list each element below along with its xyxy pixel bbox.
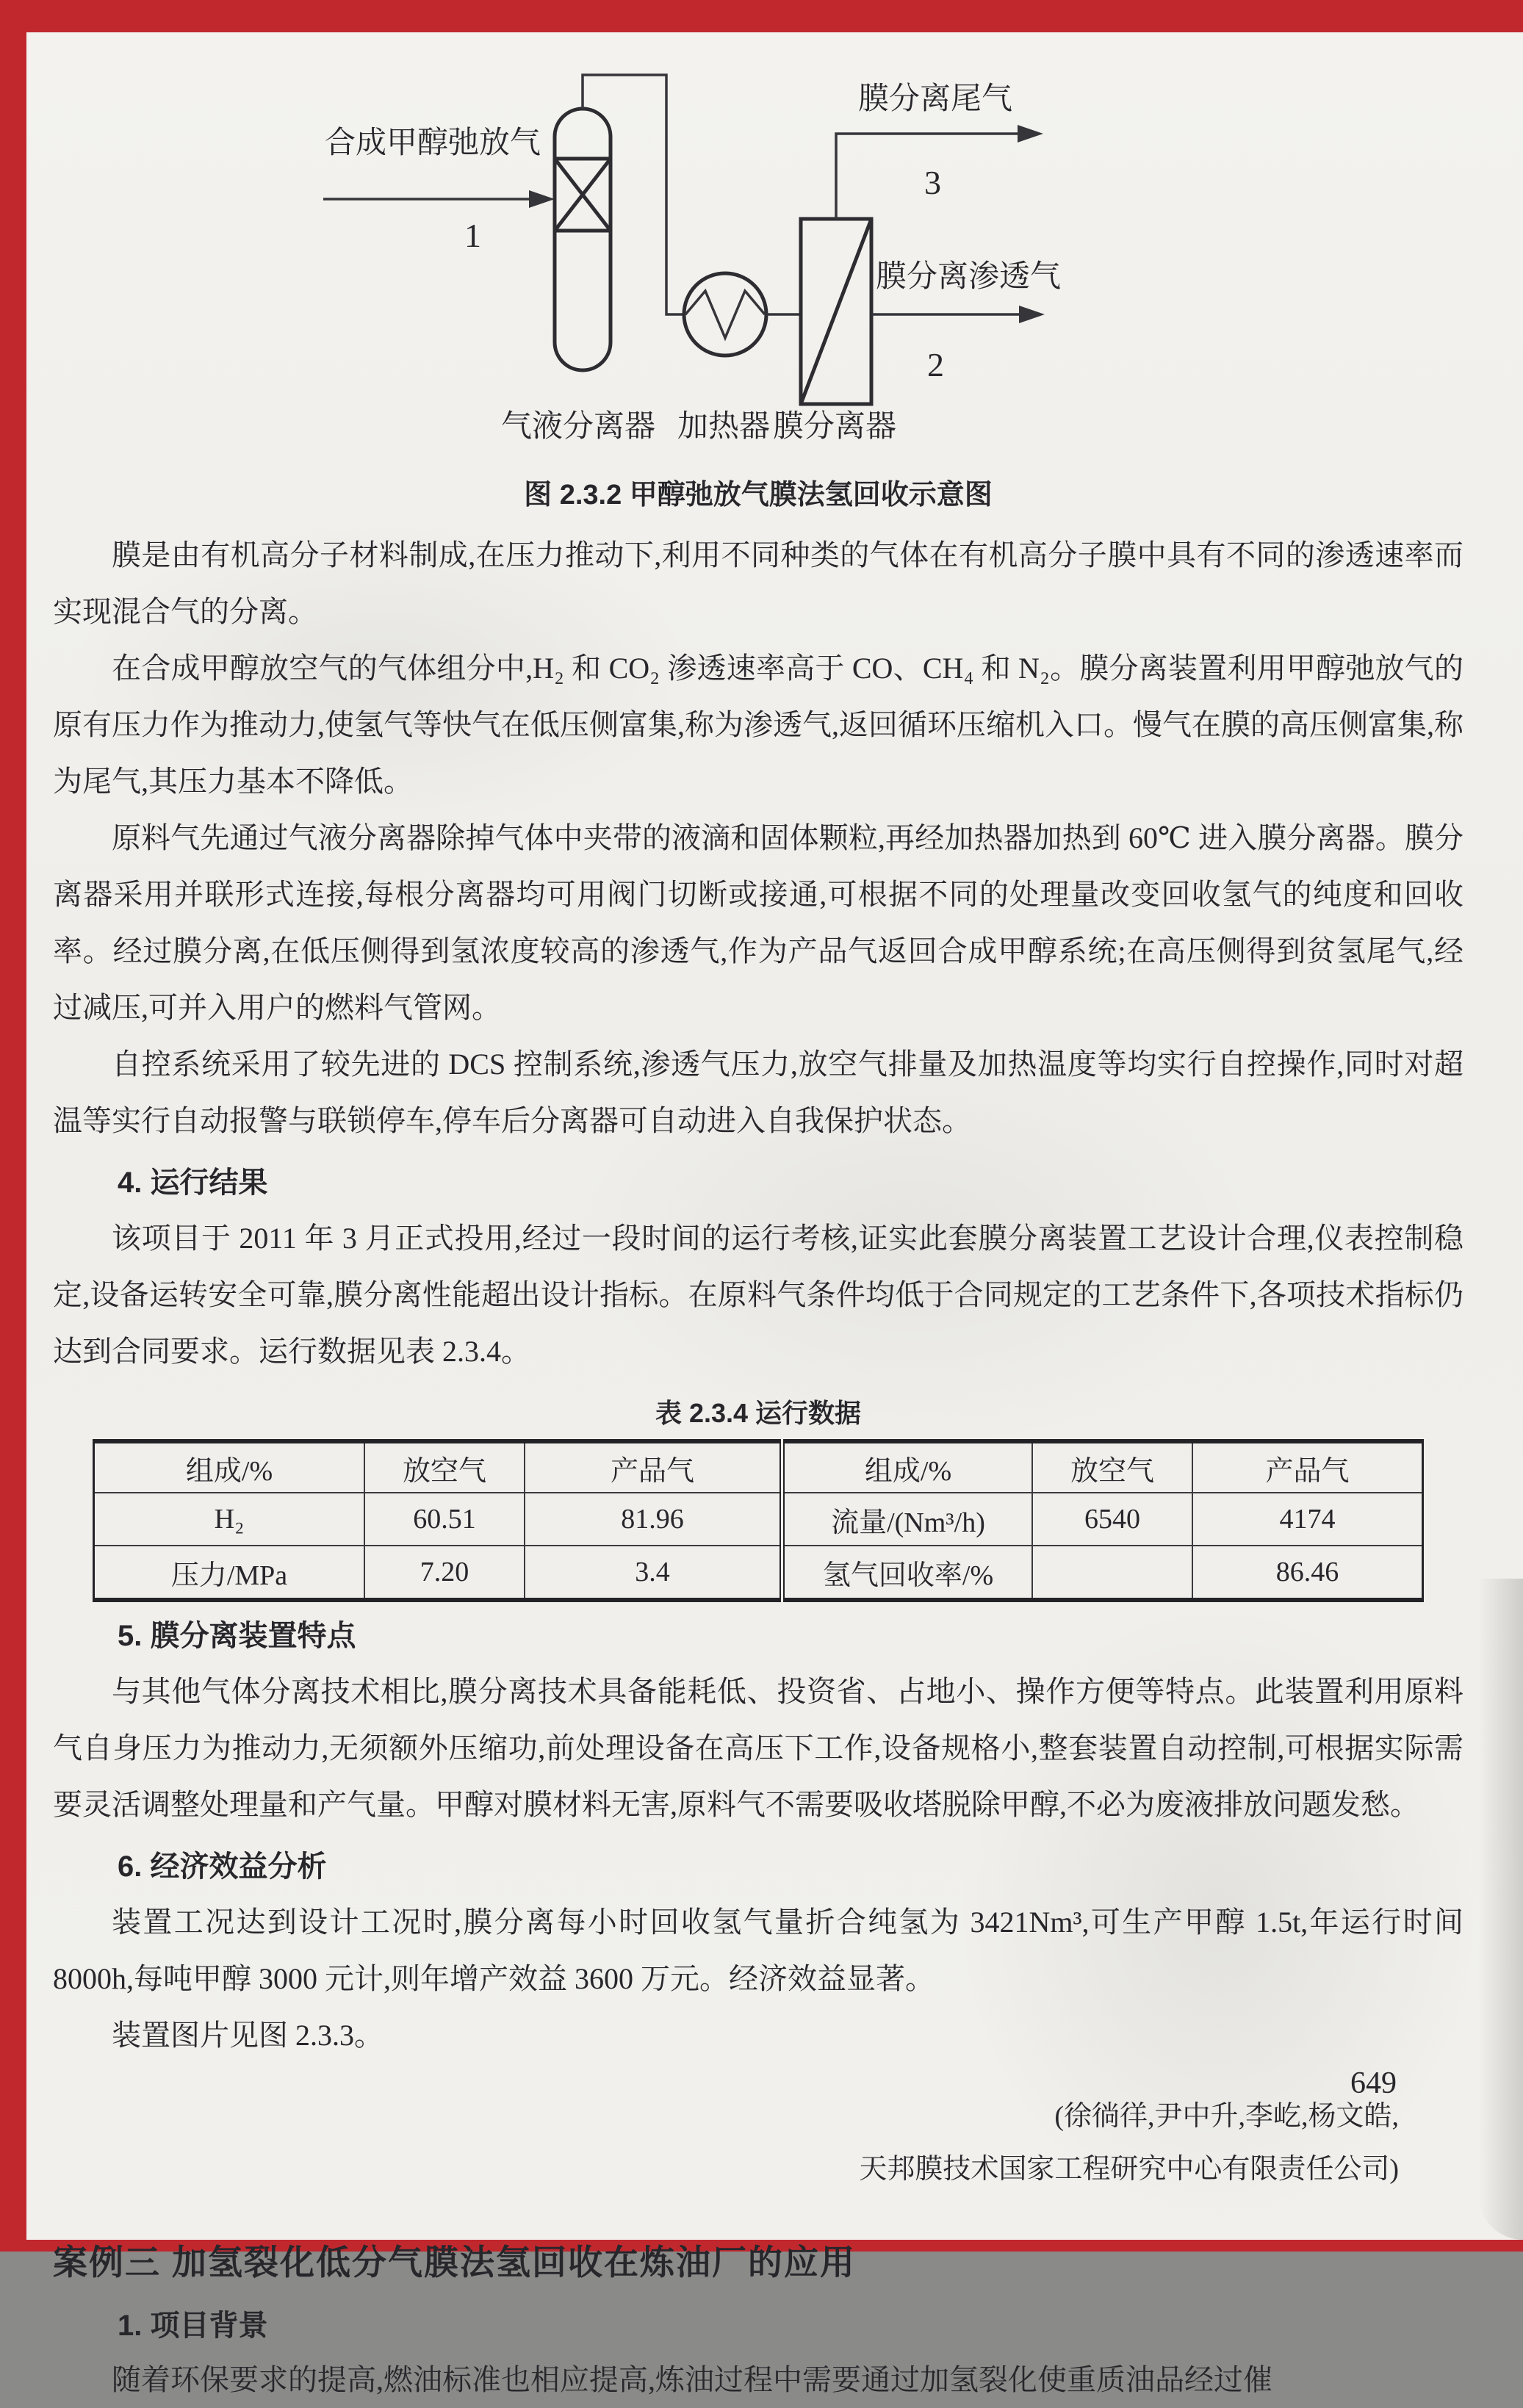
membrane-diagonal bbox=[801, 219, 871, 404]
process-flow-diagram bbox=[53, 63, 1463, 469]
stream-2-number: 2 bbox=[927, 346, 944, 383]
section-6-body: 装置工况达到设计工况时,膜分离每小时回收氢气量折合纯氢为 3421Nm³,可生产甲醇 1.5t,年运行时间 8000h,每吨甲醇 3000 元计,则年增产效益 3600 万元。经济效益显著。 bbox=[53, 1906, 1463, 1995]
membrane-label: 膜分离器 bbox=[773, 410, 897, 444]
table-cell: 81.96 bbox=[525, 1493, 782, 1546]
section-5-heading: 5. 膜分离装置特点 bbox=[118, 1620, 356, 1652]
feed-arrowhead-icon bbox=[529, 190, 555, 208]
table-cell: 3.4 bbox=[525, 1546, 782, 1600]
table-cell: 7.20 bbox=[364, 1546, 525, 1600]
table-cell: 氢气回收率/% bbox=[782, 1546, 1033, 1600]
tail-gas-label: 膜分离尾气 bbox=[858, 82, 1013, 116]
table-cell: 压力/MPa bbox=[94, 1546, 365, 1600]
table-cell: 4174 bbox=[1192, 1493, 1423, 1546]
table-header-row bbox=[94, 1441, 1423, 1493]
table-cell: 流量/(Nm³/h) bbox=[782, 1493, 1033, 1546]
case-3-heading: 案例三 加氢裂化低分气膜法氢回收在炼油厂的应用 bbox=[53, 2243, 857, 2282]
section-5-body: 与其他气体分离技术相比,膜分离技术具备能耗低、投资省、占地小、操作方便等特点。此装置利用原料气自身压力为推动力,无须额外压缩功,前处理设备在高压下工作,设备规格小,整套装置自动控制,可根据实际需要灵活调整处理量和产气量。甲醇对膜材料无害,原料气不需要吸收塔脱除甲醇,不必为废液排放问题发愁。 bbox=[53, 1675, 1463, 1821]
page-number: 649 bbox=[1350, 2066, 1397, 2100]
page-content bbox=[53, 63, 1463, 2408]
table-cell: H₂ bbox=[94, 1493, 365, 1546]
heater-zigzag bbox=[685, 291, 765, 338]
author-credits bbox=[53, 2090, 1463, 2196]
stream-1-number: 1 bbox=[464, 217, 481, 254]
table-header-cell: 产品气 bbox=[1192, 1441, 1423, 1493]
credit-line-authors: (徐徜徉,尹中升,李屹,杨文皓, bbox=[1054, 2101, 1399, 2132]
section-6-heading: 6. 经济效益分析 bbox=[118, 1850, 327, 1883]
scan-edge-left bbox=[0, 0, 26, 2252]
table-caption: 表 2.3.4 运行数据 bbox=[655, 1398, 862, 1428]
case-3-section-1-heading: 1. 项目背景 bbox=[118, 2310, 268, 2342]
heater-icon bbox=[684, 273, 766, 356]
tail-gas-arrowhead-icon bbox=[1018, 125, 1043, 143]
operating-data-table bbox=[93, 1439, 1424, 1602]
figure-2-3-2 bbox=[309, 63, 1087, 469]
paragraph-membrane-principle: 膜是由有机高分子材料制成,在压力推动下,利用不同种类的气体在有机高分子膜中具有不同的渗透速率而实现混合气的分离。 bbox=[53, 538, 1463, 628]
overhead-pipe bbox=[583, 75, 685, 314]
case-3-body: 随着环保要求的提高,燃油标准也相应提高,炼油过程中需要通过加氢裂化使重质油品经过催 bbox=[112, 2363, 1272, 2396]
separator-label: 气液分离器 bbox=[501, 410, 656, 444]
permeate-arrowhead-icon bbox=[1019, 306, 1045, 323]
table-header-cell: 放空气 bbox=[364, 1441, 525, 1493]
permeate-label: 膜分离渗透气 bbox=[876, 260, 1062, 294]
table-cell: 60.51 bbox=[364, 1493, 525, 1546]
gas-liquid-separator-icon bbox=[555, 109, 611, 370]
figure-caption: 图 2.3.2 甲醇弛放气膜法氢回收示意图 bbox=[524, 480, 993, 511]
heater-label: 加热器 bbox=[677, 410, 771, 444]
page-curl-shadow bbox=[1479, 1579, 1523, 2240]
section-6-figure-reference: 装置图片见图 2.3.3。 bbox=[112, 2019, 384, 2052]
credit-line-company: 天邦膜技术国家工程研究中心有限责任公司) bbox=[859, 2154, 1399, 2185]
table-header-cell: 产品气 bbox=[525, 1441, 782, 1493]
table-row bbox=[94, 1546, 1423, 1600]
section-4-body: 该项目于 2011 年 3 月正式投用,经过一段时间的运行考核,证实此套膜分离装置工艺设计合理,仪表控制稳定,设备运转安全可靠,膜分离性能超出设计指标。在原料气条件均低于合同规定的工艺条件下,各项技术指标仍达到合同要求。运行数据见表 2.3.4。 bbox=[53, 1222, 1463, 1368]
section-4-heading: 4. 运行结果 bbox=[118, 1167, 268, 1199]
scan-edge-top bbox=[0, 0, 1523, 32]
table-header-cell: 组成/% bbox=[782, 1441, 1033, 1493]
table-header-cell: 放空气 bbox=[1032, 1441, 1192, 1493]
table-cell bbox=[1032, 1546, 1192, 1600]
table-cell: 6540 bbox=[1032, 1493, 1192, 1546]
paragraph-control-system: 自控系统采用了较先进的 DCS 控制系统,渗透气压力,放空气排量及加热温度等均实行自控操作,同时对超温等实行自动报警与联锁停车,停车后分离器可自动进入自我保护状态。 bbox=[53, 1048, 1463, 1137]
table-cell: 86.46 bbox=[1192, 1546, 1423, 1600]
table-row bbox=[94, 1493, 1423, 1546]
paragraph-process-description: 原料气先通过气液分离器除掉气体中夹带的液滴和固体颗粒,再经加热器加热到 60℃ 进入膜分离器。膜分离器采用并联形式连接,每根分离器均可用阀门切断或接通,可根据不同的处理量改变回收氢气的纯度和回收率。经过膜分离,在低压侧得到氢浓度较高的渗透气,作为产品气返回合成甲醇系统;在高压侧得到贫氢尾气,经过减压,可并入用户的燃料气管网。 bbox=[53, 821, 1463, 1024]
stream-3-number: 3 bbox=[924, 164, 941, 201]
paragraph-gas-components: 在合成甲醇放空气的气体组分中,H₂ 和 CO₂ 渗透速率高于 CO、CH₄ 和 N₂。膜分离装置利用甲醇弛放气的原有压力作为推动力,使氢气等快气在低压侧富集,称为渗透气,返回循环压缩机入口。慢气在膜的高压侧富集,称为尾气,其压力基本不降低。 bbox=[53, 652, 1463, 798]
feed-stream-label: 合成甲醇弛放气 bbox=[325, 126, 541, 160]
table-header-cell: 组成/% bbox=[94, 1441, 365, 1493]
